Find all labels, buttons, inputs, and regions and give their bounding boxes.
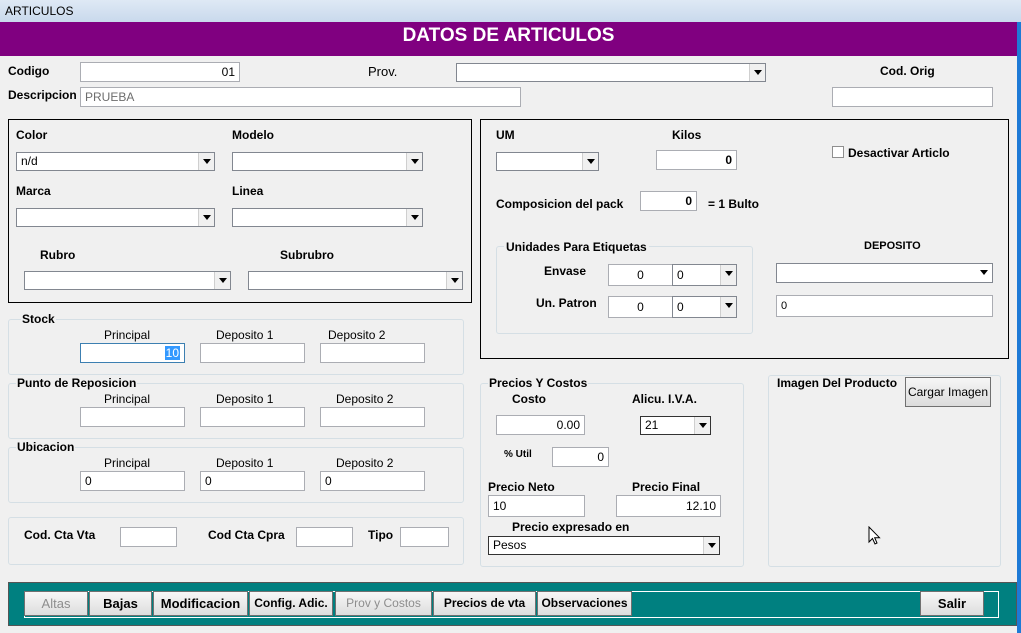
chevron-down-icon[interactable]: [214, 272, 230, 289]
prov-costos-button[interactable]: Prov y Costos: [335, 591, 432, 616]
deposito-select[interactable]: [776, 263, 993, 283]
subrubro-label: Subrubro: [280, 248, 334, 262]
chevron-down-icon[interactable]: [976, 264, 992, 282]
chevron-down-icon[interactable]: [703, 537, 719, 554]
observaciones-button[interactable]: Observaciones: [537, 591, 632, 616]
ubicacion-dep1-input[interactable]: 0: [200, 471, 305, 491]
chevron-down-icon[interactable]: [749, 64, 765, 81]
window-titlebar: [0, 0, 1021, 23]
patron-select-value: 0: [677, 300, 684, 314]
color-select-value: n/d: [21, 154, 38, 168]
final-input[interactable]: 12.10: [616, 495, 721, 517]
linea-select[interactable]: [232, 208, 423, 227]
chevron-down-icon[interactable]: [198, 153, 214, 170]
um-label: UM: [496, 128, 515, 142]
pack-input[interactable]: 0: [640, 191, 697, 211]
pack-label: Composicion del pack: [496, 197, 624, 211]
iva-select-value: 21: [645, 418, 659, 432]
cod-orig-input[interactable]: [832, 87, 993, 107]
stock-dep2-input[interactable]: [320, 343, 425, 363]
reposicion-title: Punto de Reposicion: [17, 376, 137, 390]
descripcion-label: Descripcion: [8, 88, 77, 102]
stock-principal-label: Principal: [104, 328, 151, 342]
codigo-label: Codigo: [8, 64, 50, 78]
rubro-select[interactable]: [24, 271, 231, 290]
chevron-down-icon[interactable]: [446, 272, 462, 289]
patron-input[interactable]: 0: [608, 296, 673, 318]
cta-cpra-label: Cod Cta Cpra: [208, 528, 285, 542]
etiquetas-title: Unidades Para Etiquetas: [506, 240, 647, 254]
deposito-label: DEPOSITO: [864, 240, 921, 252]
chevron-down-icon[interactable]: [720, 297, 736, 317]
chevron-down-icon[interactable]: [720, 265, 736, 285]
iva-label: Alicu. I.V.A.: [632, 392, 697, 406]
cod-orig-label: Cod. Orig: [880, 64, 935, 78]
costo-label: Costo: [512, 392, 546, 406]
color-label: Color: [16, 128, 48, 142]
chevron-down-icon[interactable]: [198, 209, 214, 226]
costo-input[interactable]: 0.00: [496, 415, 585, 435]
stock-principal-value: 10: [165, 346, 179, 360]
subrubro-select[interactable]: [248, 271, 463, 290]
reposicion-dep1-input[interactable]: [200, 407, 305, 427]
prov-label: Prov.: [368, 64, 398, 79]
modelo-select[interactable]: [232, 152, 423, 171]
chevron-down-icon[interactable]: [582, 153, 598, 170]
form-banner: DATOS DE ARTICULOS: [0, 22, 1017, 56]
cta-vta-label: Cod. Cta Vta: [24, 528, 96, 542]
neto-input[interactable]: 10: [488, 495, 585, 517]
marca-label: Marca: [16, 184, 51, 198]
precios-vta-button[interactable]: Precios de vta: [433, 591, 536, 616]
kilos-label: Kilos: [672, 128, 702, 142]
ubicacion-principal-label: Principal: [104, 456, 151, 470]
pack-suffix: = 1 Bulto: [708, 197, 760, 211]
config-adic-button[interactable]: Config. Adic.: [249, 591, 333, 616]
ubicacion-dep2-input[interactable]: 0: [320, 471, 425, 491]
prov-select[interactable]: [456, 63, 766, 82]
chevron-down-icon[interactable]: [406, 209, 422, 226]
envase-label: Envase: [544, 264, 587, 278]
ubicacion-principal-input[interactable]: 0: [80, 471, 185, 491]
reposicion-dep1-label: Deposito 1: [216, 392, 274, 406]
stock-principal-input[interactable]: [80, 343, 185, 363]
precios-title: Precios Y Costos: [489, 376, 588, 390]
deposito-input[interactable]: 0: [776, 295, 993, 317]
window-right-border: [1017, 22, 1021, 633]
tipo-label: Tipo: [368, 528, 394, 542]
envase-select[interactable]: [672, 264, 737, 286]
neto-label: Precio Neto: [488, 480, 555, 494]
envase-select-value: 0: [677, 268, 684, 282]
mouse-cursor-icon: [868, 526, 882, 546]
stock-dep1-label: Deposito 1: [216, 328, 274, 342]
desactivar-label: Desactivar Articlo: [848, 146, 950, 160]
ubicacion-dep2-label: Deposito 2: [336, 456, 394, 470]
envase-input[interactable]: 0: [608, 264, 673, 286]
cta-cpra-input[interactable]: [296, 527, 353, 547]
expresado-select[interactable]: [488, 536, 720, 555]
patron-label: Un. Patron: [536, 296, 597, 310]
chevron-down-icon[interactable]: [406, 153, 422, 170]
patron-select[interactable]: [672, 296, 737, 318]
linea-label: Linea: [232, 184, 264, 198]
desactivar-checkbox[interactable]: [832, 146, 844, 158]
final-label: Precio Final: [632, 480, 701, 494]
modelo-label: Modelo: [232, 128, 274, 142]
ubicacion-title: Ubicacion: [17, 440, 75, 454]
util-input[interactable]: 0: [552, 447, 609, 467]
cta-vta-input[interactable]: [120, 527, 177, 547]
etiquetas-group: [496, 246, 753, 334]
um-select[interactable]: [496, 152, 599, 171]
bajas-button[interactable]: Bajas: [89, 591, 152, 616]
window-title: ARTICULOS: [5, 4, 74, 18]
cargar-imagen-button[interactable]: Cargar Imagen: [905, 377, 991, 407]
expresado-label: Precio expresado en: [512, 520, 630, 534]
stock-dep2-label: Deposito 2: [328, 328, 386, 342]
marca-select[interactable]: [16, 208, 215, 227]
imagen-title: Imagen Del Producto: [777, 376, 898, 390]
util-label: % Util: [504, 449, 532, 460]
kilos-input[interactable]: 0: [656, 150, 737, 170]
altas-button[interactable]: Altas: [24, 591, 88, 616]
color-select[interactable]: [16, 152, 215, 171]
stock-title: Stock: [22, 312, 55, 326]
descripcion-input[interactable]: PRUEBA: [80, 87, 521, 107]
reposicion-principal-input[interactable]: [80, 407, 185, 427]
chevron-down-icon[interactable]: [694, 417, 710, 434]
salir-button[interactable]: Salir: [920, 591, 984, 616]
reposicion-dep2-label: Deposito 2: [336, 392, 394, 406]
stock-dep1-input[interactable]: [200, 343, 305, 363]
reposicion-dep2-input[interactable]: [320, 407, 425, 427]
rubro-label: Rubro: [40, 248, 76, 262]
tipo-input[interactable]: [400, 527, 449, 547]
reposicion-principal-label: Principal: [104, 392, 151, 406]
modificacion-button[interactable]: Modificacion: [153, 591, 248, 616]
ubicacion-dep1-label: Deposito 1: [216, 456, 274, 470]
expresado-select-value: Pesos: [493, 538, 527, 552]
iva-select[interactable]: [640, 416, 711, 435]
codigo-input[interactable]: 01: [80, 62, 240, 82]
